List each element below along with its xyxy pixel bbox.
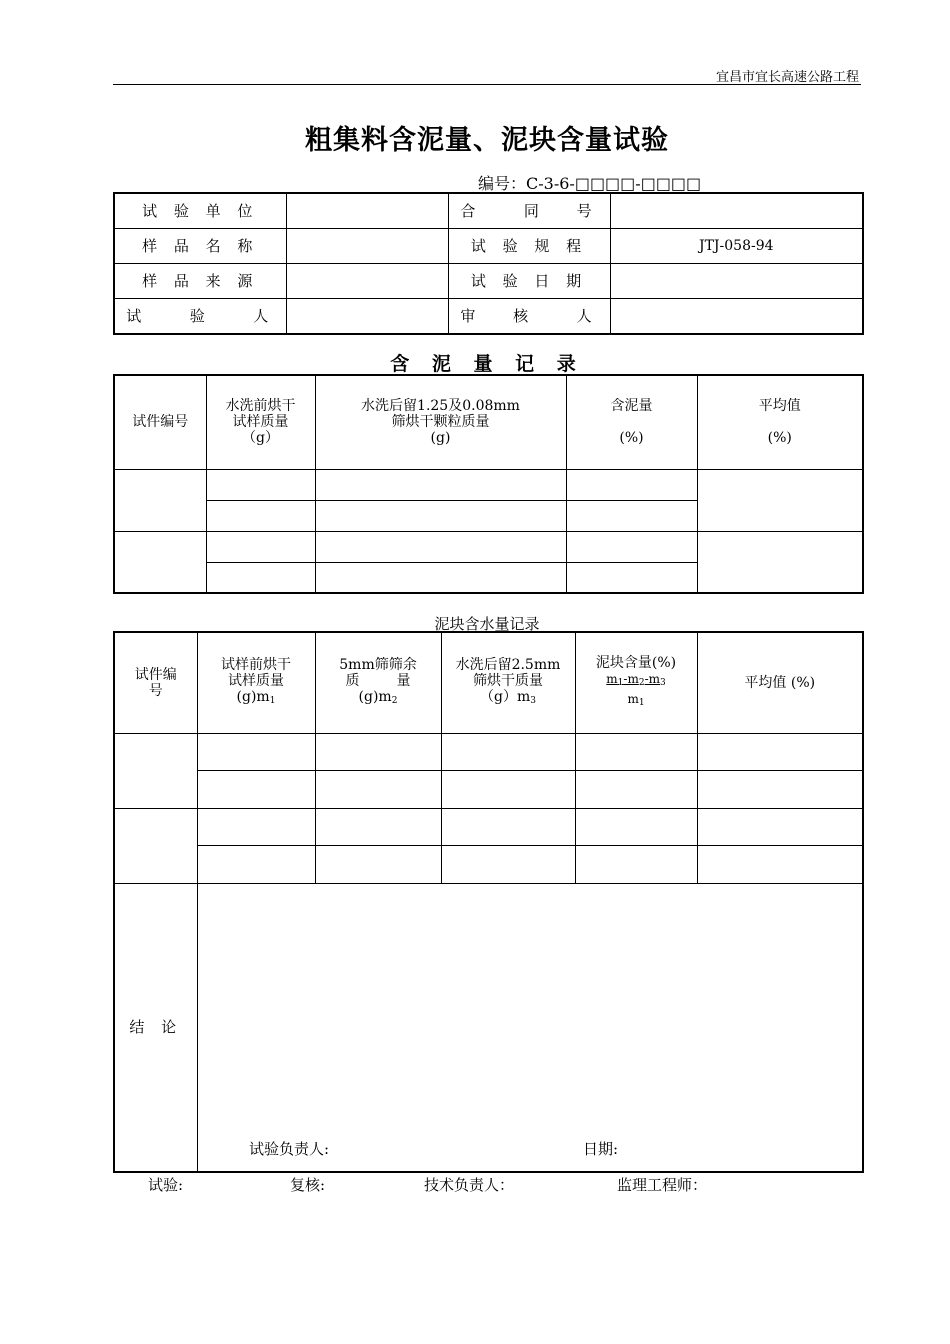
header-sieve-l1: 5mm筛筛余 <box>339 656 417 673</box>
den-sub: 1 <box>638 697 645 708</box>
table-cell[interactable] <box>315 531 566 562</box>
table-cell[interactable] <box>114 733 197 808</box>
table-cell[interactable] <box>197 808 315 845</box>
table-cell[interactable] <box>206 469 315 500</box>
header-sieve-l2: 质 量 <box>345 672 411 689</box>
table-cell[interactable] <box>697 531 863 593</box>
conclusion-label: 结 论 <box>114 883 197 1172</box>
washed25-l3-text: （g）m <box>480 688 531 705</box>
header-washed25-l1: 水洗后留2.5mm <box>455 656 561 673</box>
table-cell[interactable] <box>114 808 197 883</box>
table-cell[interactable] <box>566 500 697 531</box>
header-average-l1: 平均值 <box>758 398 801 415</box>
mud-content-table <box>113 374 864 594</box>
conclusion-area[interactable] <box>197 883 863 1172</box>
header-lump-content <box>575 632 697 733</box>
sieve-subscript: 2 <box>391 695 398 706</box>
header-washed25-l3 <box>442 689 575 709</box>
header-mud-content <box>566 375 697 469</box>
table-cell[interactable] <box>315 733 441 770</box>
table-cell[interactable] <box>566 469 697 500</box>
table-cell[interactable] <box>575 770 697 808</box>
header-dry-mass-l1: 水洗前烘干 <box>225 398 296 415</box>
num-a-sub: 1 <box>617 677 624 688</box>
table-cell[interactable] <box>315 770 441 808</box>
table-cell[interactable] <box>697 808 863 845</box>
header-specimen-l2: 号 <box>148 682 163 699</box>
clay-lump-section-title: 泥块含水量记录 <box>434 615 540 633</box>
table-cell[interactable] <box>575 808 697 845</box>
sample-name-label: 样 品 名 称 <box>114 229 286 264</box>
header-dry-mass <box>206 375 315 469</box>
header-specimen-no: 试件编号 <box>114 375 206 469</box>
lump-formula-numerator <box>576 671 697 691</box>
table-cell[interactable] <box>441 733 575 770</box>
tester-value[interactable] <box>286 299 448 335</box>
header-washed25-l2: 筛烘干质量 <box>473 672 543 689</box>
header-washed-l3: (g) <box>430 430 451 447</box>
clay-lump-table <box>113 631 864 1173</box>
table-cell[interactable] <box>206 531 315 562</box>
table-cell[interactable] <box>315 845 441 883</box>
den: m <box>627 691 639 706</box>
table-cell[interactable] <box>315 469 566 500</box>
header-mud-content-l1: 含泥量 <box>610 398 653 415</box>
test-unit-value[interactable] <box>286 193 448 229</box>
table-cell[interactable] <box>566 531 697 562</box>
table-cell[interactable] <box>441 845 575 883</box>
header-dry-mass-l3: （g） <box>242 430 279 447</box>
table-cell[interactable] <box>206 562 315 593</box>
test-date-label: 试 验 日 期 <box>448 264 610 299</box>
sieve-l3-text: (g)m <box>358 688 392 705</box>
sample-name-value[interactable] <box>286 229 448 264</box>
header-lump-average: 平均值 (%) <box>697 632 863 733</box>
header-pre-dry <box>197 632 315 733</box>
table-cell[interactable] <box>114 469 206 531</box>
header-washed-l2: 筛烘干颗粒质量 <box>391 414 490 431</box>
table-cell[interactable] <box>197 733 315 770</box>
contract-label: 合 同 号 <box>448 193 610 229</box>
reviewer-label: 审 核 人 <box>448 299 610 335</box>
header-specimen <box>114 632 197 733</box>
mud-content-section-title: 含 泥 量 记 录 <box>390 353 584 375</box>
header-average <box>697 375 863 469</box>
info-table <box>113 192 864 335</box>
table-cell[interactable] <box>441 770 575 808</box>
num-b: -m <box>623 671 639 686</box>
conclusion-date-label: 日期: <box>583 1140 619 1158</box>
header-sieve-l3 <box>316 689 441 709</box>
footer-supervisor-label: 监理工程师： <box>617 1176 708 1194</box>
conclusion-person-label: 试验负责人: <box>249 1140 330 1158</box>
num-c-sub: 3 <box>660 677 666 688</box>
lump-formula-denominator <box>576 691 697 711</box>
table-cell[interactable] <box>697 845 863 883</box>
pre-dry-subscript: 1 <box>269 695 276 706</box>
table-cell[interactable] <box>206 500 315 531</box>
header-pre-dry-l3 <box>198 689 315 709</box>
test-spec-label: 试 验 规 程 <box>448 229 610 264</box>
header-washed-mass <box>315 375 566 469</box>
tester-label: 试 验 人 <box>114 299 286 335</box>
sample-source-label: 样 品 来 源 <box>114 264 286 299</box>
header-dry-mass-l2: 试样质量 <box>232 414 289 431</box>
header-washed-2-5 <box>441 632 575 733</box>
document-code: 编号：C-3-6-□□□□-□□□□ <box>478 174 702 193</box>
table-cell[interactable] <box>315 500 566 531</box>
washed25-subscript: 3 <box>530 695 536 706</box>
header-lump-l1: 泥块含量(%) <box>595 654 677 671</box>
num-a: m <box>606 671 618 686</box>
table-cell[interactable] <box>575 845 697 883</box>
header-pre-dry-l2: 试样质量 <box>228 672 284 689</box>
header-pre-dry-l1: 试样前烘干 <box>221 656 291 673</box>
table-cell[interactable] <box>197 770 315 808</box>
reviewer-value[interactable] <box>610 299 863 335</box>
footer-tech-lead-label: 技术负责人： <box>424 1176 515 1194</box>
table-cell[interactable] <box>197 845 315 883</box>
table-cell[interactable] <box>697 770 863 808</box>
footer-test-label: 试验: <box>148 1176 184 1194</box>
test-date-value[interactable] <box>610 264 863 299</box>
header-average-l2: (%) <box>767 430 792 447</box>
test-unit-label: 试 验 单 位 <box>114 193 286 229</box>
pre-dry-l3-text: (g)m <box>236 688 270 705</box>
num-c: -m <box>644 671 660 686</box>
table-cell[interactable] <box>575 733 697 770</box>
table-cell[interactable] <box>441 808 575 845</box>
num-b-sub: 2 <box>638 677 645 688</box>
table-cell[interactable] <box>114 531 206 593</box>
project-header: 宜昌市宜长高速公路工程 <box>715 70 859 85</box>
contract-value[interactable] <box>610 193 863 229</box>
header-sieve-residue <box>315 632 441 733</box>
table-cell[interactable] <box>697 733 863 770</box>
sample-source-value[interactable] <box>286 264 448 299</box>
table-cell[interactable] <box>566 562 697 593</box>
header-specimen-l1: 试件编 <box>134 666 177 683</box>
footer-review-label: 复核: <box>290 1176 326 1194</box>
header-washed-l1: 水洗后留1.25及0.08mm <box>361 398 520 415</box>
table-cell[interactable] <box>697 469 863 531</box>
table-cell[interactable] <box>315 808 441 845</box>
table-cell[interactable] <box>315 562 566 593</box>
test-spec-value[interactable]: JTJ-058-94 <box>610 229 863 264</box>
header-divider <box>113 84 861 85</box>
header-mud-content-l2: (%) <box>619 430 644 447</box>
page-title: 粗集料含泥量、泥块含量试验 <box>305 125 669 156</box>
